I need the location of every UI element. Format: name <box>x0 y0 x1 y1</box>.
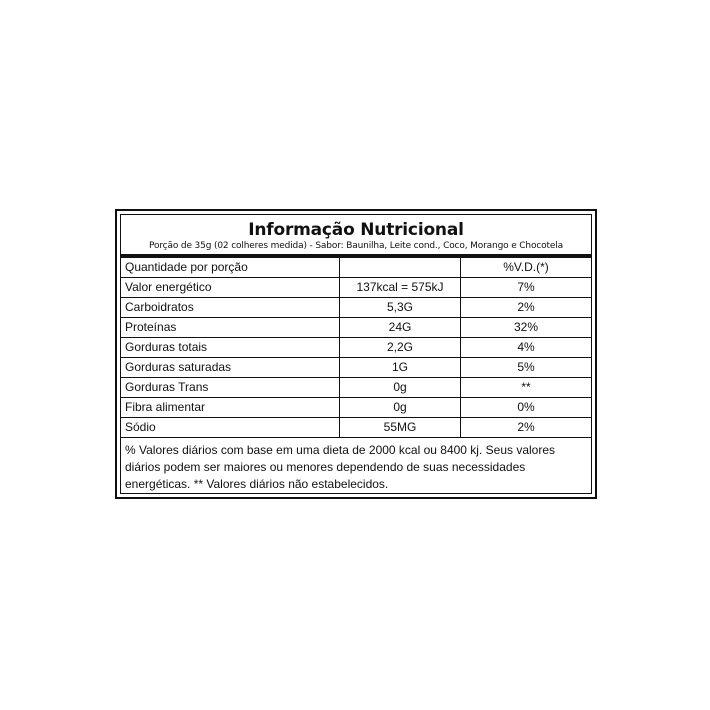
nutrient-dv: 5% <box>461 358 592 378</box>
table-row <box>121 338 591 358</box>
nutrient-dv: 4% <box>461 338 592 358</box>
nutrient-amount: 0g <box>340 378 461 398</box>
table-header-row <box>121 258 591 278</box>
header-quantity: Quantidade por porção <box>121 258 340 278</box>
header-amount <box>340 258 461 278</box>
nutrient-amount: 55MG <box>340 418 461 438</box>
nutrient-amount: 0g <box>340 398 461 418</box>
table-row <box>121 398 591 418</box>
table-row <box>121 318 591 338</box>
nutrient-name: Carboidratos <box>121 298 340 318</box>
nutrient-amount: 2,2G <box>340 338 461 358</box>
nutrient-amount: 5,3G <box>340 298 461 318</box>
table-row <box>121 378 591 398</box>
nutrient-name: Fibra alimentar <box>121 398 340 418</box>
label-subtitle: Porção de 35g (02 colheres medida) - Sabor: Baunilha, Leite cond., Coco, Morango e Chocotela <box>149 241 563 251</box>
nutrient-name: Valor energético <box>121 278 340 298</box>
nutrient-name: Gorduras totais <box>121 338 340 358</box>
nutrient-name: Gorduras saturadas <box>121 358 340 378</box>
nutrient-dv: 0% <box>461 398 592 418</box>
nutrient-name: Gorduras Trans <box>121 378 340 398</box>
nutrient-dv: ** <box>461 378 592 398</box>
nutrient-amount: 1G <box>340 358 461 378</box>
table-row <box>121 418 591 438</box>
table-row <box>121 358 591 378</box>
nutrient-dv: 2% <box>461 418 592 438</box>
nutrition-label-inner <box>120 214 592 494</box>
nutrition-table <box>121 258 591 438</box>
table-row <box>121 278 591 298</box>
label-title: Informação Nutricional <box>248 220 464 240</box>
nutrient-name: Proteínas <box>121 318 340 338</box>
nutrient-amount: 137kcal = 575kJ <box>340 278 461 298</box>
header-daily-value: %V.D.(*) <box>461 258 592 278</box>
label-footnote: % Valores diários com base em uma dieta de 2000 kcal ou 8400 kj. Seus valores diários podem ser maiores ou menores dependendo de suas necessidades energéticas. ** Valores diários não estabelecidos. <box>125 443 556 491</box>
nutrient-name: Sódio <box>121 418 340 438</box>
nutrition-label <box>115 209 597 499</box>
nutrient-dv: 2% <box>461 298 592 318</box>
table-row <box>121 298 591 318</box>
nutrient-amount: 24G <box>340 318 461 338</box>
nutrient-dv: 32% <box>461 318 592 338</box>
nutrient-dv: 7% <box>461 278 592 298</box>
